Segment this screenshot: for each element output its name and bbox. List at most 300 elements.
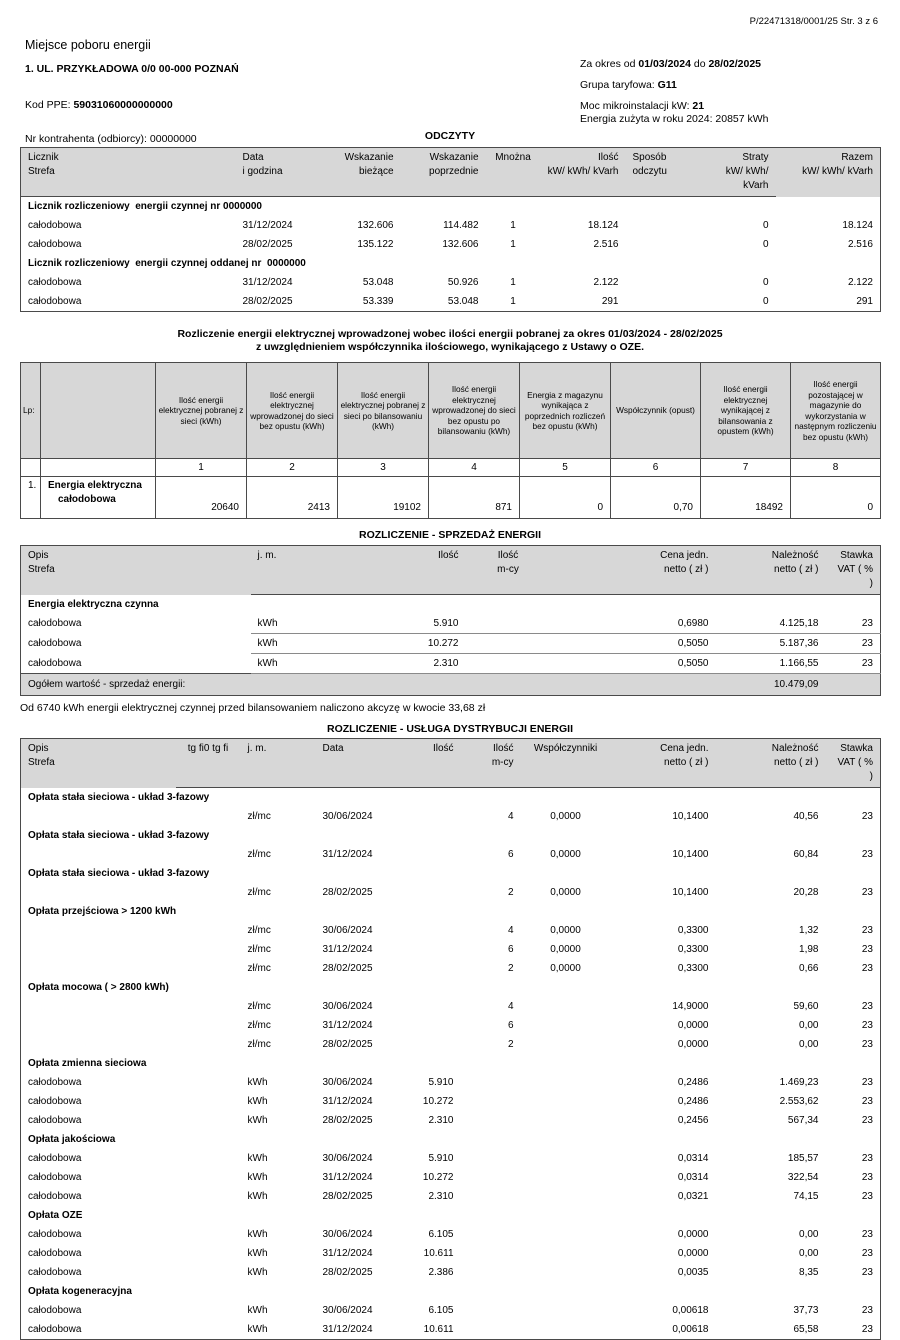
table-cell	[461, 1111, 521, 1130]
table-cell: 0,00	[799, 1020, 819, 1031]
col-header-wspolczynniki: Współczynniki	[521, 739, 611, 788]
table-cell: 10.611	[423, 1324, 454, 1335]
table-cell	[521, 1320, 611, 1340]
col-header-wskazanie-biezace: Wskazanie bieżące	[331, 148, 401, 197]
oze-data-row	[21, 477, 881, 519]
table-cell: 4	[507, 1001, 514, 1012]
ppe-code-line	[25, 99, 239, 111]
table-cell: 23	[861, 849, 873, 860]
table-cell: 23	[861, 1191, 873, 1202]
table-cell: 10,1400	[672, 811, 709, 822]
col-header-cena: Cena jedn. netto ( zł )	[551, 546, 716, 595]
ppe-value: 59031060000000000	[73, 99, 173, 111]
section-label: Opłata przejściowa > 1200 kWh	[28, 906, 177, 917]
col-header-oze-5: Energia z magazynu wynikająca z poprzednich rozliczeń bez opustu (kWh)	[520, 363, 611, 459]
table-cell: 6.105	[428, 1229, 454, 1240]
col-header-oze-7: Ilość energii elektrycznej wynikającej z bilansowania z opustem (kWh)	[701, 363, 791, 459]
table-cell: 28/02/2025	[322, 1191, 373, 1202]
oze-value-7: 18492	[701, 477, 791, 519]
table-cell: 10.272	[422, 1172, 454, 1183]
table-cell	[176, 1187, 241, 1206]
table-cell: 23	[861, 1096, 873, 1107]
table-cell: kWh	[247, 1096, 268, 1107]
table-cell: 5.910	[428, 1153, 454, 1164]
table-cell: całodobowa	[28, 1267, 82, 1278]
table-row	[21, 1016, 881, 1035]
table-cell: 30/06/2024	[322, 925, 373, 936]
sales-total-value: 10.479,09	[716, 674, 826, 696]
col-header-vat: Stawka VAT ( % )	[826, 546, 881, 595]
table-cell: 2.310	[306, 654, 466, 674]
table-cell	[21, 921, 176, 940]
table-cell	[466, 614, 551, 634]
oze-row-name: Energia elektryczna całodobowa	[41, 477, 156, 519]
distribution-table-header	[21, 739, 881, 788]
table-cell: całodobowa	[28, 1172, 82, 1183]
table-cell: całodobowa	[28, 1305, 82, 1316]
delivery-point-address: 1. UL. PRZYKŁADOWA 0/0 00-000 POZNAŃ	[25, 63, 239, 75]
oze-value-5: 0	[520, 477, 611, 519]
table-cell	[176, 1073, 241, 1092]
table-row	[21, 997, 881, 1016]
table-cell: 31/12/2024	[322, 1172, 373, 1183]
table-row	[21, 1035, 881, 1054]
sales-table-body	[21, 595, 881, 674]
col-header-ilosc-mcy: Ilość m-cy	[466, 546, 551, 595]
readings-title: ODCZYTY	[424, 130, 476, 142]
table-cell	[521, 1168, 611, 1187]
oze-table-body	[21, 477, 881, 519]
table-row	[21, 235, 881, 254]
table-cell: 0	[762, 296, 769, 307]
table-cell	[521, 1073, 611, 1092]
period-from: 01/03/2024	[638, 58, 691, 70]
readings-table-header	[21, 148, 881, 197]
table-cell: 28/02/2025	[242, 296, 293, 307]
oze-settlement-title	[20, 328, 880, 354]
period-to: 28/02/2025	[708, 58, 762, 70]
table-row	[21, 1225, 881, 1244]
table-cell: 6.105	[428, 1305, 454, 1316]
table-cell: 23	[861, 1077, 873, 1088]
table-cell	[396, 921, 461, 940]
col-header-data: Data i godzina	[236, 148, 331, 197]
table-cell	[176, 1320, 241, 1340]
section-label: Opłata mocowa ( > 2800 kWh)	[28, 982, 169, 993]
table-cell: 0	[762, 277, 769, 288]
table-row	[21, 845, 881, 864]
table-cell: 14,9000	[672, 1001, 709, 1012]
table-cell: 132.606	[442, 239, 479, 250]
sales-table-header	[21, 546, 881, 595]
col-header-data: Data	[316, 739, 396, 788]
tariff-label: Grupa taryfowa:	[580, 79, 655, 91]
table-cell: 18.124	[842, 220, 873, 231]
table-row	[21, 807, 881, 826]
table-cell: całodobowa	[28, 618, 82, 630]
table-cell: kWh	[247, 1115, 268, 1126]
sales-table	[20, 545, 881, 696]
table-cell	[21, 997, 176, 1016]
table-cell: 20,28	[793, 887, 819, 898]
col-header-jm: j. m.	[251, 546, 306, 595]
table-cell: 23	[861, 1248, 873, 1259]
table-cell	[521, 1187, 611, 1206]
table-cell	[461, 1149, 521, 1168]
table-cell: całodobowa	[28, 239, 82, 250]
table-cell: całodobowa	[28, 1191, 82, 1202]
table-cell: 28/02/2025	[322, 1267, 373, 1278]
table-row	[21, 940, 881, 959]
table-cell: 4	[507, 811, 514, 822]
table-cell	[176, 1225, 241, 1244]
table-cell: zł/mc	[247, 944, 271, 955]
table-cell: 23	[861, 811, 873, 822]
col-header-wskazanie-poprzednie: Wskazanie poprzednie	[401, 148, 486, 197]
readings-table-body	[21, 197, 881, 312]
table-cell: 0,0321	[677, 1191, 709, 1202]
table-cell	[21, 845, 176, 864]
table-cell	[21, 940, 176, 959]
table-row	[21, 921, 881, 940]
table-cell: 0,00618	[672, 1305, 709, 1316]
contractor-label: Nr kontrahenta (odbiorcy):	[25, 133, 147, 145]
table-cell: 0,3300	[677, 925, 709, 936]
table-cell: 30/06/2024	[322, 811, 373, 822]
table-cell: 0,6980	[551, 614, 716, 634]
table-cell: 23	[861, 1305, 873, 1316]
table-cell: 2.553,62	[779, 1096, 819, 1107]
contractor-value: 00000000	[149, 133, 197, 145]
table-cell	[521, 1035, 611, 1054]
table-cell: 31/12/2024	[242, 277, 293, 288]
oze-balance-table	[20, 362, 881, 519]
section-label: Opłata OZE	[28, 1210, 83, 1221]
period-prefix: Za okres od	[580, 58, 636, 70]
table-cell: 30/06/2024	[322, 1305, 373, 1316]
table-cell: zł/mc	[247, 887, 271, 898]
table-cell: 0,3300	[677, 944, 709, 955]
table-cell: 185,57	[787, 1153, 819, 1164]
table-cell: 0,00	[799, 1229, 819, 1240]
table-cell	[176, 1301, 241, 1320]
section-label: Opłata stała sieciowa - układ 3-fazowy	[28, 792, 210, 803]
col-header-ilosc: Ilość kW/ kWh/ kVarh	[541, 148, 626, 197]
section-label: Opłata stała sieciowa - układ 3-fazowy	[28, 830, 210, 841]
table-cell	[461, 1244, 521, 1263]
col-header-oze-6: Współczynnik (opust)	[611, 363, 701, 459]
tariff-value: G11	[657, 79, 677, 91]
col-header-licznik: Licznik Strefa	[21, 148, 236, 197]
table-cell: całodobowa	[28, 1248, 82, 1259]
table-cell: 10.272	[422, 1096, 454, 1107]
table-cell	[396, 807, 461, 826]
section-row	[21, 595, 881, 615]
col-header-oze-1: Ilość energii elektrycznej pobranej z sieci (kWh)	[156, 363, 247, 459]
table-cell: kWh	[251, 614, 306, 634]
table-cell: 23	[861, 925, 873, 936]
table-cell	[176, 921, 241, 940]
table-cell: 0,0000	[677, 1248, 709, 1259]
table-cell: 23	[861, 1229, 873, 1240]
table-cell: 53.339	[362, 296, 394, 307]
table-cell: 322,54	[787, 1172, 819, 1183]
table-cell: 0	[762, 239, 769, 250]
table-row	[21, 1244, 881, 1263]
table-cell: 31/12/2024	[322, 1324, 373, 1335]
table-cell: 0,3300	[677, 963, 709, 974]
table-cell	[466, 634, 551, 654]
microinstallation-line	[580, 100, 769, 112]
tariff-group-line	[580, 79, 769, 91]
energy-used-line: Energia zużyta w roku 2024: 20857 kWh	[580, 113, 769, 125]
table-cell: 0,0000	[550, 963, 581, 974]
billing-summary-block	[580, 58, 769, 134]
table-row	[21, 1092, 881, 1111]
table-cell: 31/12/2024	[322, 849, 373, 860]
table-cell	[521, 1016, 611, 1035]
table-cell	[466, 654, 551, 674]
section-row	[21, 1206, 881, 1225]
table-cell: 0,0035	[677, 1267, 709, 1278]
table-cell: 567,34	[787, 1115, 819, 1126]
table-cell: 31/12/2024	[322, 1248, 373, 1259]
table-cell: 10,1400	[672, 887, 709, 898]
col-header-oze-4: Ilość energii elektrycznej wprowadzonej do sieci bez opustu po bilansowaniu (kWh)	[429, 363, 520, 459]
ppe-label: Kod PPE:	[25, 99, 71, 111]
table-cell: 74,15	[793, 1191, 819, 1202]
table-cell	[461, 1092, 521, 1111]
section-row	[21, 902, 881, 921]
oze-table-header	[21, 363, 881, 477]
table-cell: 23	[861, 887, 873, 898]
table-cell: 23	[861, 944, 873, 955]
oze-value-1: 20640	[156, 477, 247, 519]
table-cell	[461, 1320, 521, 1340]
table-cell	[626, 273, 711, 292]
table-cell: 6	[507, 849, 514, 860]
table-cell: 28/02/2025	[242, 239, 293, 250]
col-header-opis: Opis Strefa	[21, 546, 251, 595]
table-cell: 2.310	[428, 1191, 454, 1202]
table-cell: całodobowa	[28, 1115, 82, 1126]
table-cell: 5.910	[306, 614, 466, 634]
table-cell: 2	[507, 1039, 514, 1050]
table-cell: kWh	[247, 1267, 268, 1278]
table-cell: 10.611	[423, 1248, 454, 1259]
col-header-ilosc: Ilość	[396, 739, 461, 788]
table-cell: 0,66	[799, 963, 819, 974]
table-cell: 30/06/2024	[322, 1077, 373, 1088]
table-cell: 0,0000	[677, 1039, 709, 1050]
table-cell: 132.606	[357, 220, 394, 231]
col-header-oze-3: Ilość energii elektrycznej pobranej z sieci po bilansowaniu (kWh)	[338, 363, 429, 459]
table-cell: 0,0000	[550, 811, 581, 822]
table-cell	[176, 1149, 241, 1168]
micro-label: Moc mikroinstalacji kW:	[580, 100, 690, 112]
table-cell	[521, 1149, 611, 1168]
table-cell: kWh	[247, 1191, 268, 1202]
table-cell	[396, 1035, 461, 1054]
table-cell: 23	[861, 1324, 873, 1335]
section-row	[21, 1054, 881, 1073]
readings-table	[20, 147, 881, 312]
table-cell	[176, 1168, 241, 1187]
table-cell	[396, 845, 461, 864]
col-header-lp: Lp:	[21, 363, 41, 459]
col-header-mnozna: Mnożna	[486, 148, 541, 197]
table-cell: 28/02/2025	[322, 1115, 373, 1126]
table-cell: 40,56	[793, 811, 819, 822]
table-cell: 0,0000	[677, 1229, 709, 1240]
table-cell: 0,2486	[677, 1096, 709, 1107]
table-row	[21, 959, 881, 978]
table-cell: 23	[861, 1020, 873, 1031]
table-cell: 23	[861, 1115, 873, 1126]
table-cell: całodobowa	[28, 638, 82, 649]
sales-total-label: Ogółem wartość - sprzedaż energii:	[21, 674, 716, 696]
table-row	[21, 273, 881, 292]
section-label: Licznik rozliczeniowy energii czynnej nr 0000000	[28, 201, 262, 212]
table-cell: całodobowa	[28, 1153, 82, 1164]
table-cell: 18.124	[587, 220, 619, 231]
distribution-table-body	[21, 788, 881, 1340]
table-row	[21, 614, 881, 634]
oze-title-line2: z uwzględnieniem współczynnika ilościowego, wynikającego z Ustawy o OZE.	[255, 341, 644, 353]
table-cell: 37,73	[793, 1305, 819, 1316]
table-cell: 2	[507, 963, 514, 974]
table-row	[21, 1168, 881, 1187]
table-cell: 5.187,36	[716, 634, 826, 654]
table-cell	[176, 807, 241, 826]
section-row	[21, 254, 881, 273]
table-cell	[21, 1035, 176, 1054]
table-cell	[396, 997, 461, 1016]
table-cell: kWh	[251, 634, 306, 654]
section-row	[21, 788, 881, 808]
table-cell: zł/mc	[247, 1001, 271, 1012]
table-cell: 0,0000	[550, 925, 581, 936]
table-row	[21, 1301, 881, 1320]
oze-title-line1: Rozliczenie energii elektrycznej wprowadzonej wobec ilości energii pobranej za okres 01/03/2024 - 28/02/2025	[177, 328, 723, 340]
section-row	[21, 1130, 881, 1149]
sales-total-row	[21, 674, 881, 696]
table-cell: 2	[507, 887, 514, 898]
oze-value-2: 2413	[247, 477, 338, 519]
table-cell	[176, 1016, 241, 1035]
table-cell	[21, 959, 176, 978]
section-row	[21, 978, 881, 997]
table-cell: zł/mc	[247, 1039, 271, 1050]
table-cell	[461, 1073, 521, 1092]
section-label: Energia elektryczna czynna	[28, 599, 159, 610]
col-header-razem: Razem kW/ kWh/ kVarh	[776, 148, 881, 197]
table-cell: 291	[601, 296, 619, 307]
table-cell: 23	[861, 1001, 873, 1012]
table-cell: 1,32	[799, 925, 819, 936]
billing-period	[580, 58, 769, 70]
table-cell: 23	[861, 1267, 873, 1278]
oze-column-numbers: 1 2 3 4 5 6 7 8	[21, 459, 881, 477]
table-cell	[176, 883, 241, 902]
table-cell: 53.048	[362, 277, 394, 288]
table-row	[21, 292, 881, 312]
table-cell	[626, 292, 711, 312]
table-row	[21, 1320, 881, 1340]
table-cell: 31/12/2024	[322, 1020, 373, 1031]
table-cell	[521, 1225, 611, 1244]
table-cell	[461, 1301, 521, 1320]
table-cell	[176, 1244, 241, 1263]
table-cell: 65,58	[793, 1324, 819, 1335]
section-label: Opłata jakościowa	[28, 1134, 116, 1145]
col-header-oze-2: Ilość energii elektrycznej wprowadzonej do sieci bez opustu (kWh)	[247, 363, 338, 459]
page-reference: P/22471318/0001/25 Str. 3 z 6	[749, 16, 878, 27]
table-cell	[21, 883, 176, 902]
col-header-sposob: Sposób odczytu	[626, 148, 711, 197]
table-cell: kWh	[247, 1153, 268, 1164]
table-cell: kWh	[247, 1248, 268, 1259]
table-row	[21, 1073, 881, 1092]
table-cell: całodobowa	[28, 220, 82, 231]
table-cell	[521, 997, 611, 1016]
table-cell: 5.910	[428, 1077, 454, 1088]
section-row	[21, 826, 881, 845]
delivery-point-block	[25, 38, 239, 145]
table-row	[21, 654, 881, 674]
micro-value: 21	[692, 100, 705, 112]
table-cell: całodobowa	[28, 1229, 82, 1240]
table-cell: zł/mc	[247, 849, 271, 860]
table-cell	[626, 216, 711, 235]
table-cell: 291	[856, 296, 873, 307]
table-cell: 30/06/2024	[322, 1229, 373, 1240]
table-cell: 23	[826, 654, 881, 674]
table-cell: 6	[507, 1020, 514, 1031]
table-cell: 10,1400	[672, 849, 709, 860]
table-cell: 0,0000	[550, 944, 581, 955]
table-cell: 60,84	[793, 849, 819, 860]
table-cell: całodobowa	[28, 277, 82, 288]
table-cell: zł/mc	[247, 1020, 271, 1031]
table-cell	[521, 1092, 611, 1111]
table-cell: 0,0314	[677, 1153, 709, 1164]
table-cell	[176, 959, 241, 978]
col-header-naleznosc: Należność netto ( zł )	[716, 546, 826, 595]
table-cell: 23	[861, 1039, 873, 1050]
table-cell: 0,00	[799, 1248, 819, 1259]
col-header-ilosc-mcy: Ilość m-cy	[461, 739, 521, 788]
table-cell: kWh	[247, 1229, 268, 1240]
document-content	[20, 130, 880, 1340]
table-cell: 1	[510, 220, 516, 231]
table-cell: 8,35	[799, 1267, 819, 1278]
col-header-straty: Straty kW/ kWh/ kVarh	[711, 148, 776, 197]
table-cell: 31/12/2024	[242, 220, 293, 231]
table-cell: kWh	[247, 1172, 268, 1183]
table-cell: 1	[510, 296, 516, 307]
table-cell: 0,5050	[551, 654, 716, 674]
table-cell: 1	[510, 239, 516, 250]
oze-value-6: 0,70	[611, 477, 701, 519]
table-cell: całodobowa	[28, 1324, 82, 1335]
table-cell: kWh	[247, 1324, 268, 1335]
table-row	[21, 1149, 881, 1168]
table-cell: 1.469,23	[779, 1077, 819, 1088]
table-cell: całodobowa	[28, 296, 82, 307]
table-cell: 1	[510, 277, 516, 288]
col-header-tgfi: tg fi0 tg fi	[176, 739, 241, 788]
